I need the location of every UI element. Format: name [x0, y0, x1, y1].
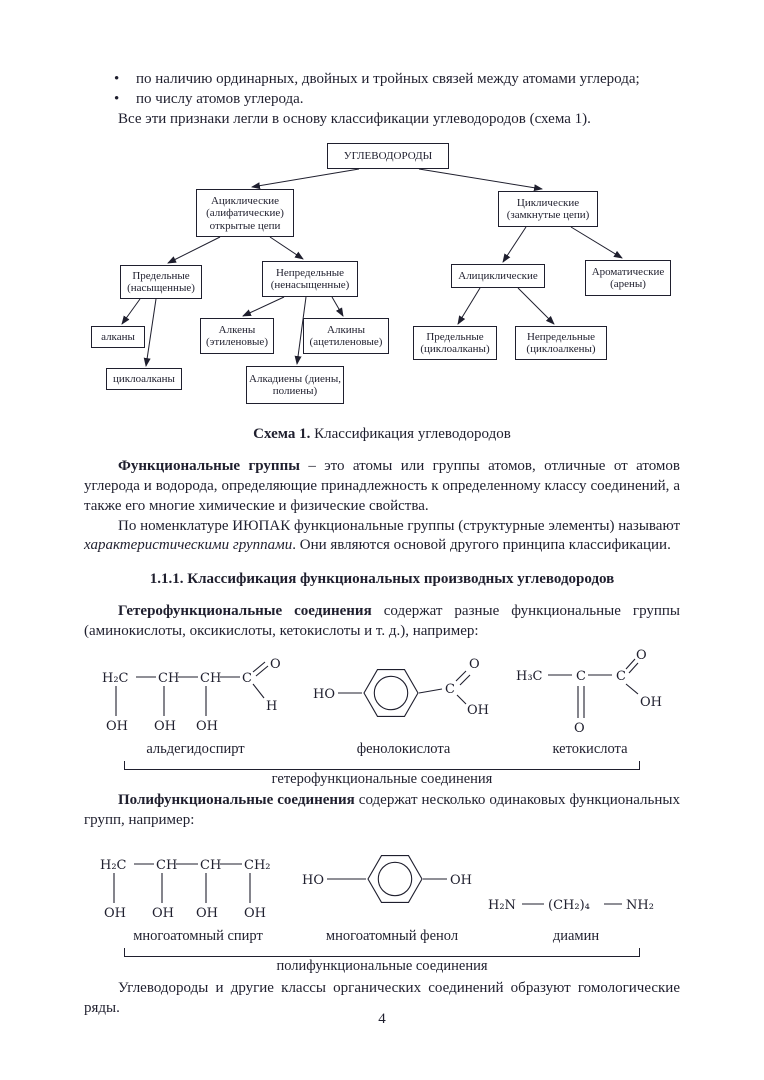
atom-label: O	[574, 720, 585, 736]
iupac-text-end: . Они являются основой другого принципа классификации.	[292, 537, 671, 554]
functional-groups-term: Функциональные группы	[118, 458, 300, 475]
atom-label: OH	[104, 906, 126, 922]
scheme-arrow	[518, 288, 554, 324]
poly-structures-row	[84, 835, 680, 945]
scheme-arrow	[571, 227, 622, 258]
bond-line	[626, 684, 638, 694]
hetero-structures-row	[84, 646, 680, 758]
scheme-caption-text: Классификация углеводородов	[310, 426, 511, 443]
scheme-arrow	[458, 288, 480, 324]
scheme-arrow	[168, 237, 220, 263]
scheme-canvas	[84, 141, 684, 411]
poly-text: содержат несколько одинаковых функциональных групп, например:	[84, 792, 680, 829]
scheme-node-alkadienes: Алкадиены (диены, полиены)	[246, 366, 344, 404]
atom-label: H₂C	[100, 858, 127, 874]
benzene-ring-circle	[378, 862, 411, 895]
structure-label: многоатомный спирт	[133, 928, 263, 945]
scheme-arrow	[419, 169, 542, 189]
atom-label: OH	[106, 718, 128, 734]
scheme-node-alkenes: Алкены (этиленовые)	[200, 318, 274, 354]
atom-label: OH	[640, 694, 662, 710]
scheme-node-cycloalkanes: циклоалканы	[106, 368, 182, 390]
bond-line	[456, 671, 466, 681]
atom-label: H₂N	[488, 898, 516, 914]
atom-label: O	[636, 647, 647, 663]
scheme-arrow	[252, 169, 359, 187]
benzene-ring-circle	[374, 676, 407, 709]
hetero-structures-section	[84, 646, 680, 788]
group-bracket	[124, 761, 640, 770]
closing-paragraph: Углеводороды и другие классы органических соединений образуют гомологические ряды.	[84, 979, 680, 1016]
scheme-caption	[84, 425, 680, 445]
structure-aldehyde-alcohol	[98, 654, 293, 758]
scheme-node-saturated: Предельные (насыщенные)	[120, 265, 202, 299]
scheme-arrow	[122, 299, 140, 324]
atom-label: OH	[467, 702, 489, 718]
scheme-arrow	[243, 297, 284, 316]
bullet-item	[84, 70, 680, 90]
scheme-node-alicyclic: Алициклические	[451, 264, 545, 288]
intro-paragraph: Все эти признаки легли в основу классификации углеводородов (схема 1).	[118, 110, 591, 127]
bullet-marker-icon: •	[114, 71, 120, 87]
structure-diamine	[486, 881, 666, 945]
bullet-marker-icon: •	[114, 90, 120, 107]
keto-acid-drawing	[514, 646, 666, 741]
scheme-node-alkynes: Алкины (ацетиленовые)	[303, 318, 389, 354]
structure-label: фенолокислота	[356, 740, 451, 757]
atom-label: CH	[200, 670, 222, 686]
structure-label: кетокислота	[552, 740, 628, 757]
iupac-paragraph	[84, 517, 680, 557]
diamine-drawing	[486, 881, 666, 928]
atom-label: HO	[301, 873, 324, 889]
phenol-acid-drawing	[311, 646, 496, 741]
polyol-drawing	[98, 841, 298, 928]
section-heading: 1.1.1. Классификация функциональных производных углеводородов	[149, 571, 615, 588]
atom-label: C	[616, 668, 626, 684]
poly-structures-section	[84, 835, 680, 975]
atom-label: OH	[196, 718, 218, 734]
atom-label: CH₂	[244, 858, 271, 874]
scheme-node-unsaturated-cyclo: Непредельные (циклоалкены)	[515, 326, 607, 360]
bullet-text: по числу атомов углерода.	[136, 90, 304, 107]
hetero-paragraph	[84, 602, 680, 642]
structure-keto-acid	[514, 646, 666, 758]
atom-label: O	[469, 656, 480, 672]
atom-label: (CH₂)₄	[548, 898, 590, 914]
atom-label: CH	[156, 858, 178, 874]
structure-polyphenol	[300, 835, 485, 945]
poly-paragraph	[84, 791, 680, 831]
scheme-arrow	[146, 299, 156, 366]
atom-label: C	[576, 668, 586, 684]
structure-phenol-acid	[311, 646, 496, 758]
poly-term: Полифункциональные соединения	[118, 792, 355, 809]
iupac-text-start: По номенклатуре ИЮПАК функциональные группы (структурные элементы) называют	[118, 517, 681, 534]
atom-label: CH	[158, 670, 180, 686]
bullet-text: по наличию ординарных, двойных и тройных связей между атомами углерода;	[136, 71, 640, 87]
structure-label: диамин	[552, 928, 600, 945]
scheme-node-aromatic: Ароматические (арены)	[585, 260, 671, 296]
bond-line	[419, 689, 442, 693]
atom-label: NH₂	[626, 898, 654, 914]
aldehyde-alcohol-drawing	[98, 654, 293, 741]
scheme-arrow	[270, 237, 303, 259]
scheme-node-saturated-cyclo: Предельные (циклоалканы)	[413, 326, 497, 360]
functional-groups-text: – это атомы или группы атомов, отличные от атомов углерода и водорода, определяющие принадлежность к определенному классу соединений, а также его многие химические и физические свойства.	[84, 458, 681, 514]
functional-groups-paragraph	[84, 457, 680, 516]
hetero-text: содержат разные функциональные группы (аминокислоты, оксикислоты, кетокислоты и т. д.), например:	[84, 602, 680, 639]
atom-label: H	[266, 698, 278, 714]
bullet-item	[84, 90, 680, 110]
bond-line	[457, 695, 466, 704]
scheme-arrow	[503, 227, 526, 262]
hetero-group-label: гетерофункциональные соединения	[271, 770, 493, 787]
iupac-term-italic: характеристическими группами	[84, 537, 293, 554]
hetero-term: Гетерофункциональные соединения	[118, 602, 372, 619]
polyphenol-drawing	[300, 835, 485, 928]
atom-label: OH	[152, 906, 174, 922]
group-bracket	[124, 948, 640, 957]
structure-label: альдегидоспирт	[146, 740, 245, 757]
bullet-list	[84, 70, 680, 110]
scheme-node-hydrocarbons: УГЛЕВОДОРОДЫ	[327, 143, 449, 169]
scheme-node-alkanes: алканы	[91, 326, 145, 348]
atom-label: OH	[154, 718, 176, 734]
structure-label: многоатомный фенол	[325, 928, 459, 945]
page-number: 4	[378, 1011, 386, 1027]
atom-label: H₂C	[102, 670, 129, 686]
poly-group-label: полифункциональные соединения	[276, 957, 488, 974]
scheme-node-unsaturated: Непредельные (ненасыщенные)	[262, 261, 358, 297]
scheme-caption-number: Схема 1.	[253, 426, 311, 443]
atom-label: OH	[196, 906, 218, 922]
atom-label: H₃C	[516, 668, 543, 684]
scheme-node-cyclic: Циклические (замкнутые цепи)	[498, 191, 598, 227]
atom-label: OH	[449, 873, 472, 889]
atom-label: C	[445, 681, 455, 697]
atom-label: C	[242, 670, 252, 686]
structure-polyol	[98, 841, 298, 945]
atom-label: HO	[313, 686, 335, 702]
atom-label: O	[270, 656, 281, 672]
bond-line	[460, 675, 470, 685]
atom-label: CH	[200, 858, 222, 874]
scheme-node-acyclic: Ациклические (алифатические) открытые цепи	[196, 189, 294, 237]
bond-line	[253, 684, 264, 698]
scheme-arrow	[332, 297, 343, 316]
atom-label: OH	[244, 906, 266, 922]
